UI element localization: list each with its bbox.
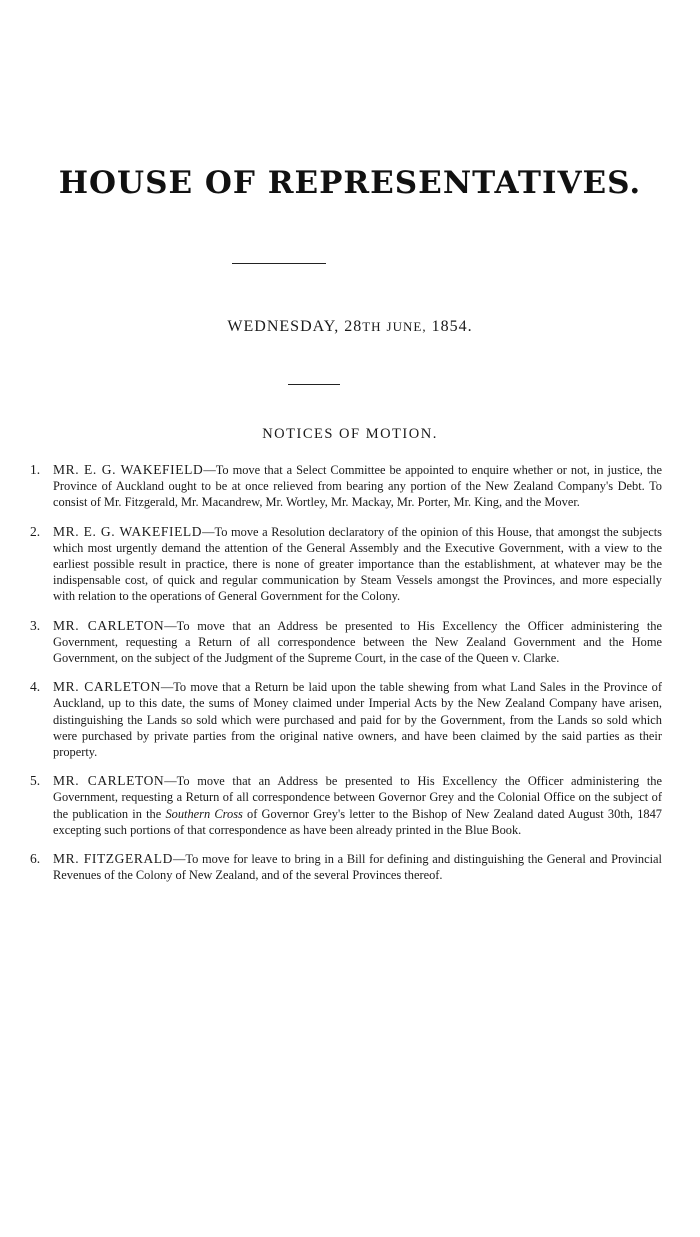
document-title: HOUSE OF REPRESENTATIVES.: [58, 165, 642, 201]
notice-text: —To move that an Address be presented to His Excellency the Officer administering the Government, requesting a Return of all correspondence between the New Zealand Government and the Home Government, on the subject of the Judgment of the Supreme Court, in the case of the Queen v. Clarke.: [53, 618, 662, 666]
notice-text: —To move that a Select Committee be appointed to enquire whether or not, in justice, the Province of Auckland ought to be at once relieved from bearing any portion of the New Zealand Company's Debt. To consist of Mr. Fitzgerald, Mr. Macandrew, Mr. Wortley, Mr. Mackay, Mr. Porter, Mr. King, and the Mover.: [53, 463, 663, 510]
notice-number: 5.: [30, 773, 41, 789]
notice-mover: MR. FITZGERALD: [53, 851, 173, 867]
notice-number: 3.: [30, 617, 41, 633]
notice-item: [30, 679, 662, 760]
notice-number: 2.: [30, 523, 41, 539]
notice-text: —To move a Resolution declaratory of the opinion of this House, that amongst the subjects which most urgently demand the attention of the General Assembly and the Executive Government, with a view to the earliest possible result in practice, there is none of greater importance than the establishment, at whatever may be the indispensable cost, of quick and regular communication by Steam Vessels amongst the Provinces, and more especially with relation to the operations of General Government for the Colony.: [53, 524, 662, 604]
notice-text-part: —To move that an Address be presented to His Excellency the Officer administering the Government, requesting a Return of all correspondence between Governor Grey and the Colonial Office on the subject of the publication in the: [53, 774, 662, 821]
date-year: 1854.: [431, 318, 473, 335]
notice-number: 4.: [30, 679, 41, 695]
notice-number: 6.: [30, 851, 41, 867]
notice-item: [30, 524, 662, 605]
date-weekday: WEDNESDAY,: [227, 318, 340, 335]
date-day: [344, 318, 381, 335]
notice-text-part: of Governor Grey's letter to the Bishop of New Zealand dated August 30th, 1847 excepting such portions of that correspondence as have been already printed in the Blue Book.: [53, 806, 662, 837]
divider-rule: [232, 263, 326, 264]
date-day-number: 28: [344, 318, 363, 335]
notice-text: —To move for leave to bring in a Bill for defining and distinguishing the General and Provincial Revenues of the Colony of New Zealand, and of the several Provinces thereof.: [53, 852, 662, 883]
sitting-date: [0, 318, 700, 336]
newspaper-title: Southern Cross: [165, 806, 243, 821]
notice-mover: MR. CARLETON: [53, 679, 161, 695]
notice-item: [30, 462, 662, 511]
notice-mover: MR. E. G. WAKEFIELD: [53, 523, 203, 539]
notice-item: [30, 851, 662, 883]
date-month: JUNE,: [386, 319, 427, 334]
notice-number: 1.: [30, 462, 41, 477]
notice-mover: MR. E. G. WAKEFIELD: [53, 462, 204, 477]
notices-list: [30, 462, 662, 896]
notice-mover: MR. CARLETON: [53, 617, 165, 633]
notice-mover: MR. CARLETON: [53, 773, 165, 789]
date-day-suffix: TH: [362, 319, 382, 334]
notice-item: [30, 773, 662, 838]
section-heading: NOTICES OF MOTION.: [262, 426, 438, 442]
notice-text: —To move that a Return be laid upon the table shewing from what Land Sales in the Province of Auckland, up to this date, the sums of Money claimed under Imperial Acts by the New Zealand Company have arisen, distinguishing the Lands so sold which were purchased and paid for by the Government, from the Lands so sold which were purchased by private parties from the original native owners, and have been claimed by the said parties as their property.: [53, 680, 662, 760]
divider-rule: [288, 384, 340, 385]
notice-item: [30, 618, 662, 667]
